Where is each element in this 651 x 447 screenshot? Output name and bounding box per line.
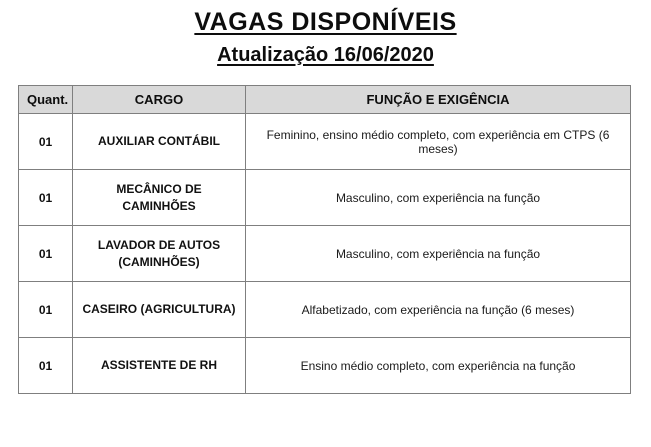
vacancies-table-header <box>19 86 631 114</box>
cell-funcao: Masculino, com experiência na função <box>246 226 631 282</box>
column-header-funcao: FUNÇÃO E EXIGÊNCIA <box>246 86 631 114</box>
cell-cargo: CASEIRO (AGRICULTURA) <box>73 282 246 338</box>
cell-cargo: AUXILIAR CONTÁBIL <box>73 114 246 170</box>
cell-funcao: Feminino, ensino médio completo, com experiência em CTPS (6 meses) <box>246 114 631 170</box>
table-row <box>19 114 631 170</box>
table-row <box>19 338 631 394</box>
table-row <box>19 170 631 226</box>
cell-funcao: Masculino, com experiência na função <box>246 170 631 226</box>
column-header-cargo: CARGO <box>73 86 246 114</box>
cell-quant: 01 <box>19 114 73 170</box>
cell-cargo: LAVADOR DE AUTOS (CAMINHÕES) <box>73 226 246 282</box>
column-header-quant: Quant. <box>19 86 73 114</box>
page-title: VAGAS DISPONÍVEIS <box>194 8 457 36</box>
cell-cargo: MECÂNICO DE CAMINHÕES <box>73 170 246 226</box>
cell-cargo: ASSISTENTE DE RH <box>73 338 246 394</box>
vacancies-table <box>18 85 631 394</box>
header-row <box>19 86 631 114</box>
cell-funcao: Ensino médio completo, com experiência na função <box>246 338 631 394</box>
cell-quant: 01 <box>19 282 73 338</box>
update-date: Atualização 16/06/2020 <box>217 44 434 66</box>
cell-quant: 01 <box>19 226 73 282</box>
table-row <box>19 282 631 338</box>
title-block <box>0 0 651 67</box>
cell-quant: 01 <box>19 338 73 394</box>
subtitle-row <box>0 44 651 67</box>
cell-funcao: Alfabetizado, com experiência na função (6 meses) <box>246 282 631 338</box>
table-row <box>19 226 631 282</box>
vacancies-table-body <box>19 114 631 394</box>
cell-quant: 01 <box>19 170 73 226</box>
